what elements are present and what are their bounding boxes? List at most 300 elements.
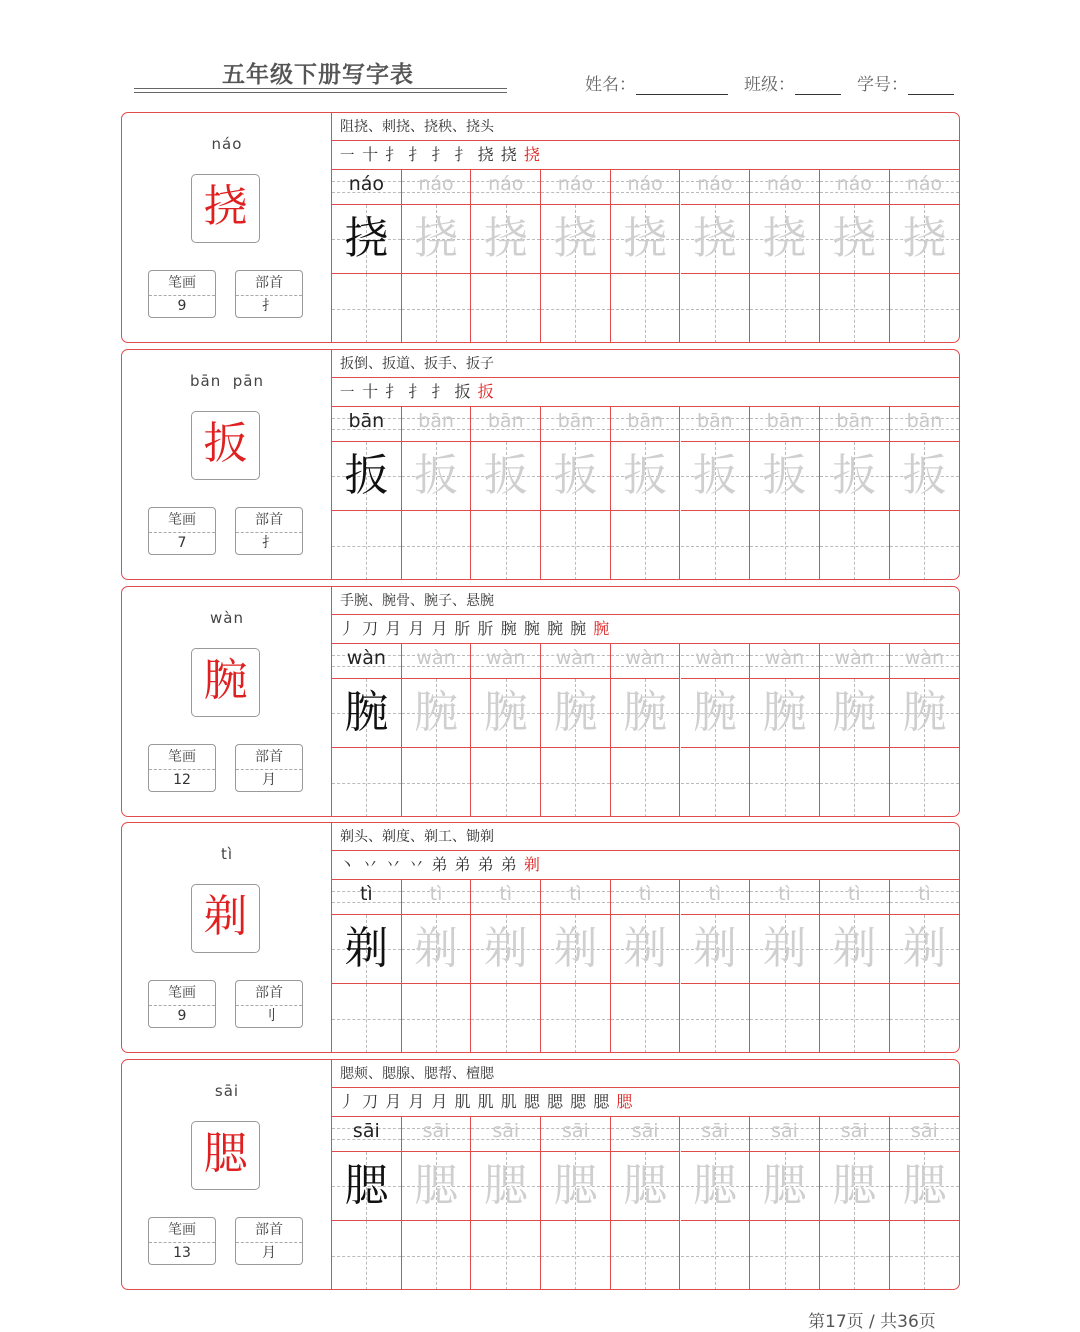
stroke-step: 扌 xyxy=(408,145,426,164)
blank-practice-cell[interactable] xyxy=(541,511,611,580)
blank-practice-cell[interactable] xyxy=(611,1221,681,1290)
stroke-count-value: 12 xyxy=(173,772,191,788)
number-label: 学号： xyxy=(857,75,908,95)
pinyin-cell xyxy=(750,880,820,915)
character-trace: 挠 xyxy=(553,213,598,264)
stroke-step: 挠 xyxy=(500,145,518,164)
stroke-count-value: 13 xyxy=(173,1245,191,1261)
pinyin-trace: náo xyxy=(906,173,943,195)
blank-practice-cell[interactable] xyxy=(611,511,681,580)
character-pinyin: náo xyxy=(211,135,243,153)
character-trace: 剃 xyxy=(553,923,598,974)
stroke-step: 腕 xyxy=(500,619,518,638)
radical-label: 部首 xyxy=(236,508,302,533)
stroke-step: 腮 xyxy=(593,1092,611,1111)
word-examples: 手腕、腕骨、腕子、悬腕 xyxy=(332,587,959,615)
character-trace-cell[interactable] xyxy=(820,442,890,511)
character-trace: 腕 xyxy=(344,687,389,738)
character-display: 挠 xyxy=(191,174,260,243)
pinyin-trace: wàn xyxy=(416,647,456,669)
stroke-step: 挠 xyxy=(523,145,541,164)
blank-practice-cell[interactable] xyxy=(820,984,890,1053)
stroke-step: 扌 xyxy=(408,382,426,401)
pinyin-trace: náo xyxy=(627,173,663,195)
blank-practice-cell[interactable] xyxy=(681,1221,751,1290)
pinyin-cell xyxy=(471,407,541,442)
pinyin-cell xyxy=(890,1117,960,1152)
character-trace-cell[interactable] xyxy=(332,442,402,511)
blank-practice-cell[interactable] xyxy=(820,511,890,580)
practice-grid xyxy=(332,880,959,1053)
pinyin-trace: wàn xyxy=(486,647,526,669)
pinyin-cell xyxy=(332,644,402,679)
stroke-step: 肌 xyxy=(454,1092,472,1111)
blank-practice-cell[interactable] xyxy=(611,748,681,817)
pinyin-cell xyxy=(541,407,611,442)
character-info-panel xyxy=(122,587,332,816)
pinyin-cell xyxy=(332,880,402,915)
stroke-step: 丷 xyxy=(385,855,403,874)
pinyin-trace: sāi xyxy=(562,1120,589,1142)
pinyin-trace: tì xyxy=(359,883,373,905)
blank-practice-cell[interactable] xyxy=(681,511,751,580)
pinyin-trace: wàn xyxy=(764,647,805,669)
pinyin-trace: sāi xyxy=(771,1120,798,1142)
pinyin-cell xyxy=(890,170,960,205)
character-card xyxy=(121,1059,960,1290)
character-trace-cell[interactable] xyxy=(681,442,751,511)
stroke-step: 腮 xyxy=(616,1092,634,1111)
practice-grid xyxy=(332,407,959,580)
blank-practice-cell[interactable] xyxy=(332,511,402,580)
pinyin-trace: tì xyxy=(569,883,582,905)
character-trace: 剃 xyxy=(832,923,877,974)
character-trace-cell[interactable] xyxy=(471,915,541,984)
character-trace-cell[interactable] xyxy=(750,679,820,748)
stroke-step: 弟 xyxy=(431,855,449,874)
stroke-step: 弟 xyxy=(454,855,472,874)
pinyin-trace: náo xyxy=(488,173,524,195)
character-trace: 腕 xyxy=(902,687,947,738)
stroke-order xyxy=(332,141,959,170)
pinyin-cell xyxy=(402,644,472,679)
pinyin-cell xyxy=(611,407,681,442)
pinyin-cell xyxy=(681,644,751,679)
character-trace: 扳 xyxy=(902,450,947,501)
character-trace-cell[interactable] xyxy=(471,205,541,274)
pinyin-cell xyxy=(471,1117,541,1152)
character-trace-cell[interactable] xyxy=(750,1152,820,1221)
blank-practice-cell[interactable] xyxy=(471,274,541,343)
character-trace-cell[interactable] xyxy=(890,205,960,274)
character-trace: 挠 xyxy=(762,213,807,264)
pinyin-cell xyxy=(750,644,820,679)
character-trace: 腕 xyxy=(553,687,598,738)
stroke-count-box xyxy=(148,1217,216,1265)
character-trace: 剃 xyxy=(344,923,389,974)
blank-practice-cell[interactable] xyxy=(750,984,820,1053)
character-trace-cell[interactable] xyxy=(681,1152,751,1221)
stroke-step: 扌 xyxy=(431,382,449,401)
number-blank[interactable] xyxy=(908,76,954,95)
character-trace: 挠 xyxy=(902,213,947,264)
blank-practice-cell[interactable] xyxy=(681,748,751,817)
stroke-step: 丶 xyxy=(339,855,357,874)
stroke-step: 十 xyxy=(362,382,380,401)
character-trace: 腮 xyxy=(344,1160,389,1211)
stroke-step: 扳 xyxy=(477,382,495,401)
pinyin-trace: bān xyxy=(557,410,594,432)
radical-box xyxy=(235,980,303,1028)
stroke-step: 刀 xyxy=(362,1092,380,1111)
pinyin-cell xyxy=(681,170,751,205)
blank-practice-cell[interactable] xyxy=(820,1221,890,1290)
character-trace-cell[interactable] xyxy=(890,442,960,511)
character-trace-cell[interactable] xyxy=(332,679,402,748)
character-trace-cell[interactable] xyxy=(820,915,890,984)
character-info-panel xyxy=(122,113,332,342)
pinyin-trace: náo xyxy=(836,173,872,195)
character-trace-cell[interactable] xyxy=(471,442,541,511)
character-trace: 扳 xyxy=(483,450,528,501)
radical-value: 扌 xyxy=(262,535,276,551)
pinyin-cell xyxy=(332,407,402,442)
pinyin-cell xyxy=(402,170,472,205)
character-trace: 剃 xyxy=(414,923,459,974)
blank-practice-cell[interactable] xyxy=(332,984,402,1053)
pinyin-trace: tì xyxy=(429,883,443,905)
character-trace-cell[interactable] xyxy=(471,1152,541,1221)
name-label: 姓名： xyxy=(585,75,636,95)
blank-practice-cell[interactable] xyxy=(820,274,890,343)
stroke-step: 月 xyxy=(385,619,403,638)
pinyin-trace: sāi xyxy=(911,1120,938,1142)
stroke-step: 腕 xyxy=(546,619,564,638)
radical-value: 月 xyxy=(262,772,276,788)
character-trace-cell[interactable] xyxy=(541,679,611,748)
blank-practice-cell[interactable] xyxy=(471,984,541,1053)
blank-practice-cell[interactable] xyxy=(750,748,820,817)
character-pinyin: wàn xyxy=(210,609,244,627)
pinyin-trace: sāi xyxy=(701,1120,729,1142)
blank-practice-cell[interactable] xyxy=(402,511,472,580)
character-trace-cell[interactable] xyxy=(890,1152,960,1221)
practice-grid xyxy=(332,1117,959,1290)
character-trace-cell[interactable] xyxy=(611,679,681,748)
stroke-step: 扌 xyxy=(385,145,403,164)
character-trace: 剃 xyxy=(902,923,947,974)
character-trace: 腮 xyxy=(414,1160,459,1211)
stroke-step: 十 xyxy=(362,145,380,164)
radical-label: 部首 xyxy=(236,745,302,770)
stroke-order xyxy=(332,1088,959,1117)
pinyin-cell xyxy=(681,407,751,442)
pinyin-trace: bān xyxy=(836,410,873,432)
character-trace-cell[interactable] xyxy=(402,915,472,984)
blank-practice-cell[interactable] xyxy=(471,1221,541,1290)
pinyin-trace: sāi xyxy=(352,1120,380,1142)
pinyin-trace: bān xyxy=(696,410,733,432)
pinyin-trace: sāi xyxy=(422,1120,450,1142)
character-card xyxy=(121,112,960,343)
blank-practice-cell[interactable] xyxy=(332,748,402,817)
character-trace: 扳 xyxy=(344,450,389,501)
stroke-step: 刀 xyxy=(362,619,380,638)
character-display: 扳 xyxy=(191,411,260,480)
class-label: 班级： xyxy=(744,75,795,95)
class-field[interactable] xyxy=(744,70,841,95)
character-card xyxy=(121,586,960,817)
radical-value: 月 xyxy=(262,1245,276,1261)
character-trace: 挠 xyxy=(483,213,528,264)
pinyin-trace: wàn xyxy=(625,647,665,669)
blank-practice-cell[interactable] xyxy=(750,511,820,580)
blank-practice-cell[interactable] xyxy=(890,984,960,1053)
word-examples: 扳倒、扳道、扳手、扳子 xyxy=(332,350,959,378)
pinyin-cell xyxy=(541,880,611,915)
stroke-step: 腮 xyxy=(570,1092,588,1111)
practice-area xyxy=(332,587,959,816)
character-trace-cell[interactable] xyxy=(541,915,611,984)
page-number: 第17页 / 共36页 xyxy=(808,1312,936,1332)
character-trace: 剃 xyxy=(762,923,807,974)
character-trace-cell[interactable] xyxy=(681,205,751,274)
pinyin-cell xyxy=(402,407,472,442)
title-underline xyxy=(134,92,507,93)
stroke-count-label: 笔画 xyxy=(149,981,215,1006)
character-trace-cell[interactable] xyxy=(750,205,820,274)
stroke-step: 腕 xyxy=(570,619,588,638)
radical-label: 部首 xyxy=(236,1218,302,1243)
character-pinyin: sāi xyxy=(214,1082,240,1100)
character-pinyin: tì xyxy=(220,845,234,863)
character-trace-cell[interactable] xyxy=(681,679,751,748)
character-trace: 剃 xyxy=(483,923,528,974)
word-examples: 剃头、剃度、剃工、锄剃 xyxy=(332,823,959,851)
blank-practice-cell[interactable] xyxy=(541,748,611,817)
blank-practice-cell[interactable] xyxy=(681,984,751,1053)
pinyin-cell xyxy=(890,880,960,915)
pinyin-cell xyxy=(541,644,611,679)
blank-practice-cell[interactable] xyxy=(332,1221,402,1290)
stroke-order xyxy=(332,851,959,880)
blank-practice-cell[interactable] xyxy=(750,274,820,343)
character-trace-cell[interactable] xyxy=(402,679,472,748)
character-trace-cell[interactable] xyxy=(471,679,541,748)
character-trace-cell[interactable] xyxy=(820,1152,890,1221)
character-trace: 腮 xyxy=(553,1160,598,1211)
stroke-step: 月 xyxy=(431,619,449,638)
stroke-step: 腕 xyxy=(593,619,611,638)
pinyin-trace: náo xyxy=(418,173,454,195)
character-trace-cell[interactable] xyxy=(750,442,820,511)
character-trace: 腕 xyxy=(762,687,807,738)
stroke-count-value: 7 xyxy=(177,535,187,551)
stroke-step: 挠 xyxy=(477,145,495,164)
pinyin-trace: wàn xyxy=(695,647,735,669)
blank-practice-cell[interactable] xyxy=(541,1221,611,1290)
stroke-step: ㇐ xyxy=(339,382,357,401)
character-trace: 腕 xyxy=(832,687,877,738)
character-trace-cell[interactable] xyxy=(611,442,681,511)
blank-practice-cell[interactable] xyxy=(541,984,611,1053)
stroke-step: 腕 xyxy=(523,619,541,638)
blank-practice-cell[interactable] xyxy=(681,274,751,343)
blank-practice-cell[interactable] xyxy=(402,984,472,1053)
stroke-count-label: 笔画 xyxy=(149,508,215,533)
stroke-count-label: 笔画 xyxy=(149,745,215,770)
stroke-order xyxy=(332,378,959,407)
blank-practice-cell[interactable] xyxy=(402,274,472,343)
character-trace-cell[interactable] xyxy=(750,915,820,984)
pinyin-trace: tì xyxy=(847,883,861,905)
radical-label: 部首 xyxy=(236,981,302,1006)
blank-practice-cell[interactable] xyxy=(471,748,541,817)
character-trace-cell[interactable] xyxy=(402,1152,472,1221)
stroke-step: 月 xyxy=(431,1092,449,1111)
pinyin-trace: sāi xyxy=(492,1120,520,1142)
character-card xyxy=(121,349,960,580)
blank-practice-cell[interactable] xyxy=(402,1221,472,1290)
blank-practice-cell[interactable] xyxy=(820,748,890,817)
pinyin-cell xyxy=(332,170,402,205)
blank-practice-cell[interactable] xyxy=(890,1221,960,1290)
character-trace-cell[interactable] xyxy=(611,1152,681,1221)
stroke-order xyxy=(332,615,959,644)
title-underline xyxy=(134,88,507,89)
blank-practice-cell[interactable] xyxy=(541,274,611,343)
pinyin-trace: sāi xyxy=(840,1120,868,1142)
pinyin-cell xyxy=(402,1117,472,1152)
radical-value: 扌 xyxy=(262,298,276,314)
blank-practice-cell[interactable] xyxy=(890,274,960,343)
character-trace-cell[interactable] xyxy=(890,679,960,748)
character-trace-cell[interactable] xyxy=(820,205,890,274)
pinyin-cell xyxy=(471,644,541,679)
blank-practice-cell[interactable] xyxy=(890,511,960,580)
stroke-step: 月 xyxy=(408,619,426,638)
practice-area xyxy=(332,113,959,342)
character-trace: 扳 xyxy=(623,450,668,501)
character-trace-cell[interactable] xyxy=(611,205,681,274)
stroke-count-box xyxy=(148,744,216,792)
character-trace-cell[interactable] xyxy=(402,442,472,511)
practice-grid xyxy=(332,644,959,817)
class-blank[interactable] xyxy=(795,76,841,95)
pinyin-cell xyxy=(681,1117,751,1152)
blank-practice-cell[interactable] xyxy=(611,274,681,343)
character-display: 腮 xyxy=(191,1121,260,1190)
character-trace: 挠 xyxy=(623,213,668,264)
pinyin-trace: náo xyxy=(557,173,594,195)
pinyin-trace: wàn xyxy=(904,647,945,669)
pinyin-trace: náo xyxy=(766,173,803,195)
pinyin-cell xyxy=(611,644,681,679)
blank-practice-cell[interactable] xyxy=(471,511,541,580)
stroke-step: ㇐ xyxy=(339,145,357,164)
name-field[interactable] xyxy=(585,70,728,95)
practice-area xyxy=(332,1060,959,1289)
pinyin-cell xyxy=(681,880,751,915)
blank-practice-cell[interactable] xyxy=(402,748,472,817)
word-examples: 阻挠、刺挠、挠秧、挠头 xyxy=(332,113,959,141)
stroke-step: 月 xyxy=(385,1092,403,1111)
character-trace-cell[interactable] xyxy=(332,1152,402,1221)
character-trace-cell[interactable] xyxy=(541,442,611,511)
pinyin-cell xyxy=(820,644,890,679)
radical-box xyxy=(235,270,303,318)
blank-practice-cell[interactable] xyxy=(611,984,681,1053)
pinyin-trace: náo xyxy=(348,173,384,195)
character-trace: 腮 xyxy=(832,1160,877,1211)
character-trace-cell[interactable] xyxy=(332,205,402,274)
pinyin-cell xyxy=(750,170,820,205)
character-trace: 挠 xyxy=(692,213,737,264)
character-trace-cell[interactable] xyxy=(332,915,402,984)
character-trace: 腮 xyxy=(483,1160,528,1211)
blank-practice-cell[interactable] xyxy=(890,748,960,817)
name-blank[interactable] xyxy=(636,76,728,95)
character-trace-cell[interactable] xyxy=(890,915,960,984)
stroke-step: 扌 xyxy=(431,145,449,164)
stroke-step: 丿 xyxy=(339,619,357,638)
character-display: 剃 xyxy=(191,884,260,953)
pinyin-trace: bān xyxy=(418,410,454,432)
character-trace-cell[interactable] xyxy=(611,915,681,984)
pinyin-trace: wàn xyxy=(346,647,386,669)
pinyin-cell xyxy=(750,1117,820,1152)
character-trace: 扳 xyxy=(553,450,598,501)
stroke-count-value: 9 xyxy=(177,298,187,314)
blank-practice-cell[interactable] xyxy=(750,1221,820,1290)
character-trace: 扳 xyxy=(832,450,877,501)
pinyin-trace: tì xyxy=(918,883,931,905)
blank-practice-cell[interactable] xyxy=(332,274,402,343)
stroke-step: 扌 xyxy=(385,382,403,401)
pinyin-trace: bān xyxy=(348,410,385,432)
radical-box xyxy=(235,744,303,792)
character-trace: 腮 xyxy=(902,1160,947,1211)
character-trace-cell[interactable] xyxy=(820,679,890,748)
character-trace-cell[interactable] xyxy=(681,915,751,984)
pinyin-cell xyxy=(611,880,681,915)
character-trace-cell[interactable] xyxy=(541,1152,611,1221)
radical-label: 部首 xyxy=(236,271,302,296)
stroke-count-label: 笔画 xyxy=(149,1218,215,1243)
stroke-step: 丿 xyxy=(339,1092,357,1111)
page-title: 五年级下册写字表 xyxy=(222,62,414,88)
pinyin-trace: bān xyxy=(766,410,803,432)
stroke-count-box xyxy=(148,980,216,1028)
pinyin-trace: náo xyxy=(697,173,733,195)
number-field[interactable] xyxy=(857,70,954,95)
character-trace: 腕 xyxy=(623,687,668,738)
pinyin-cell xyxy=(611,170,681,205)
stroke-count-value: 9 xyxy=(177,1008,187,1024)
character-trace: 扳 xyxy=(692,450,737,501)
character-trace: 扳 xyxy=(762,450,807,501)
stroke-step: 月 xyxy=(408,1092,426,1111)
pinyin-cell xyxy=(471,880,541,915)
character-trace: 扳 xyxy=(414,450,459,501)
character-trace-cell[interactable] xyxy=(541,205,611,274)
character-card xyxy=(121,822,960,1053)
pinyin-trace: tì xyxy=(708,883,722,905)
pinyin-cell xyxy=(402,880,472,915)
pinyin-trace: tì xyxy=(638,883,652,905)
character-trace-cell[interactable] xyxy=(402,205,472,274)
practice-grid xyxy=(332,170,959,343)
